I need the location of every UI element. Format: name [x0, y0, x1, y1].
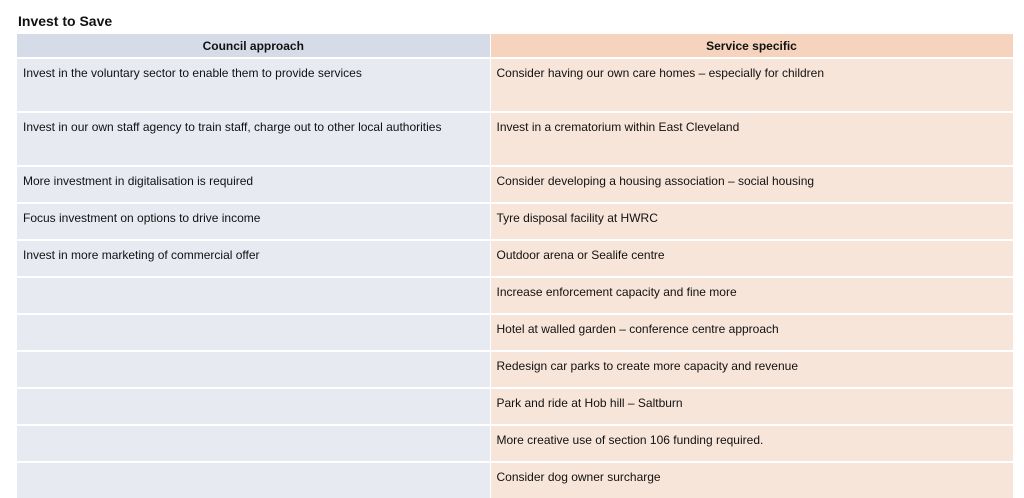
- table-row: [17, 425, 1013, 462]
- table-row: [17, 58, 1013, 112]
- column-header-council-approach: Council approach: [17, 34, 490, 58]
- invest-to-save-table: [17, 34, 1014, 498]
- service-specific-cell: Tyre disposal facility at HWRC: [490, 203, 1013, 240]
- table-row: [17, 462, 1013, 498]
- council-approach-cell: [17, 277, 490, 314]
- council-approach-cell: Focus investment on options to drive income: [17, 203, 490, 240]
- table-row: [17, 351, 1013, 388]
- service-specific-cell: Park and ride at Hob hill – Saltburn: [490, 388, 1013, 425]
- council-approach-cell: More investment in digitalisation is required: [17, 166, 490, 203]
- service-specific-cell: Consider dog owner surcharge: [490, 462, 1013, 498]
- service-specific-cell: Redesign car parks to create more capacity and revenue: [490, 351, 1013, 388]
- council-approach-cell: [17, 462, 490, 498]
- page-title: Invest to Save: [18, 13, 113, 29]
- service-specific-cell: Increase enforcement capacity and fine more: [490, 277, 1013, 314]
- column-header-service-specific: Service specific: [490, 34, 1013, 58]
- table-row: [17, 277, 1013, 314]
- service-specific-cell: Invest in a crematorium within East Cleveland: [490, 112, 1013, 166]
- service-specific-cell: More creative use of section 106 funding required.: [490, 425, 1013, 462]
- table-row: [17, 112, 1013, 166]
- service-specific-cell: Outdoor arena or Sealife centre: [490, 240, 1013, 277]
- council-approach-cell: Invest in more marketing of commercial offer: [17, 240, 490, 277]
- table-row: [17, 388, 1013, 425]
- header-row: [17, 34, 1013, 58]
- council-approach-cell: [17, 425, 490, 462]
- table-row: [17, 240, 1013, 277]
- service-specific-cell: Consider developing a housing association – social housing: [490, 166, 1013, 203]
- table-row: [17, 166, 1013, 203]
- service-specific-cell: Hotel at walled garden – conference centre approach: [490, 314, 1013, 351]
- table-row: [17, 203, 1013, 240]
- service-specific-cell: Consider having our own care homes – especially for children: [490, 58, 1013, 112]
- council-approach-cell: Invest in our own staff agency to train staff, charge out to other local authorities: [17, 112, 490, 166]
- council-approach-cell: Invest in the voluntary sector to enable them to provide services: [17, 58, 490, 112]
- council-approach-cell: [17, 314, 490, 351]
- council-approach-cell: [17, 351, 490, 388]
- council-approach-cell: [17, 388, 490, 425]
- table-row: [17, 314, 1013, 351]
